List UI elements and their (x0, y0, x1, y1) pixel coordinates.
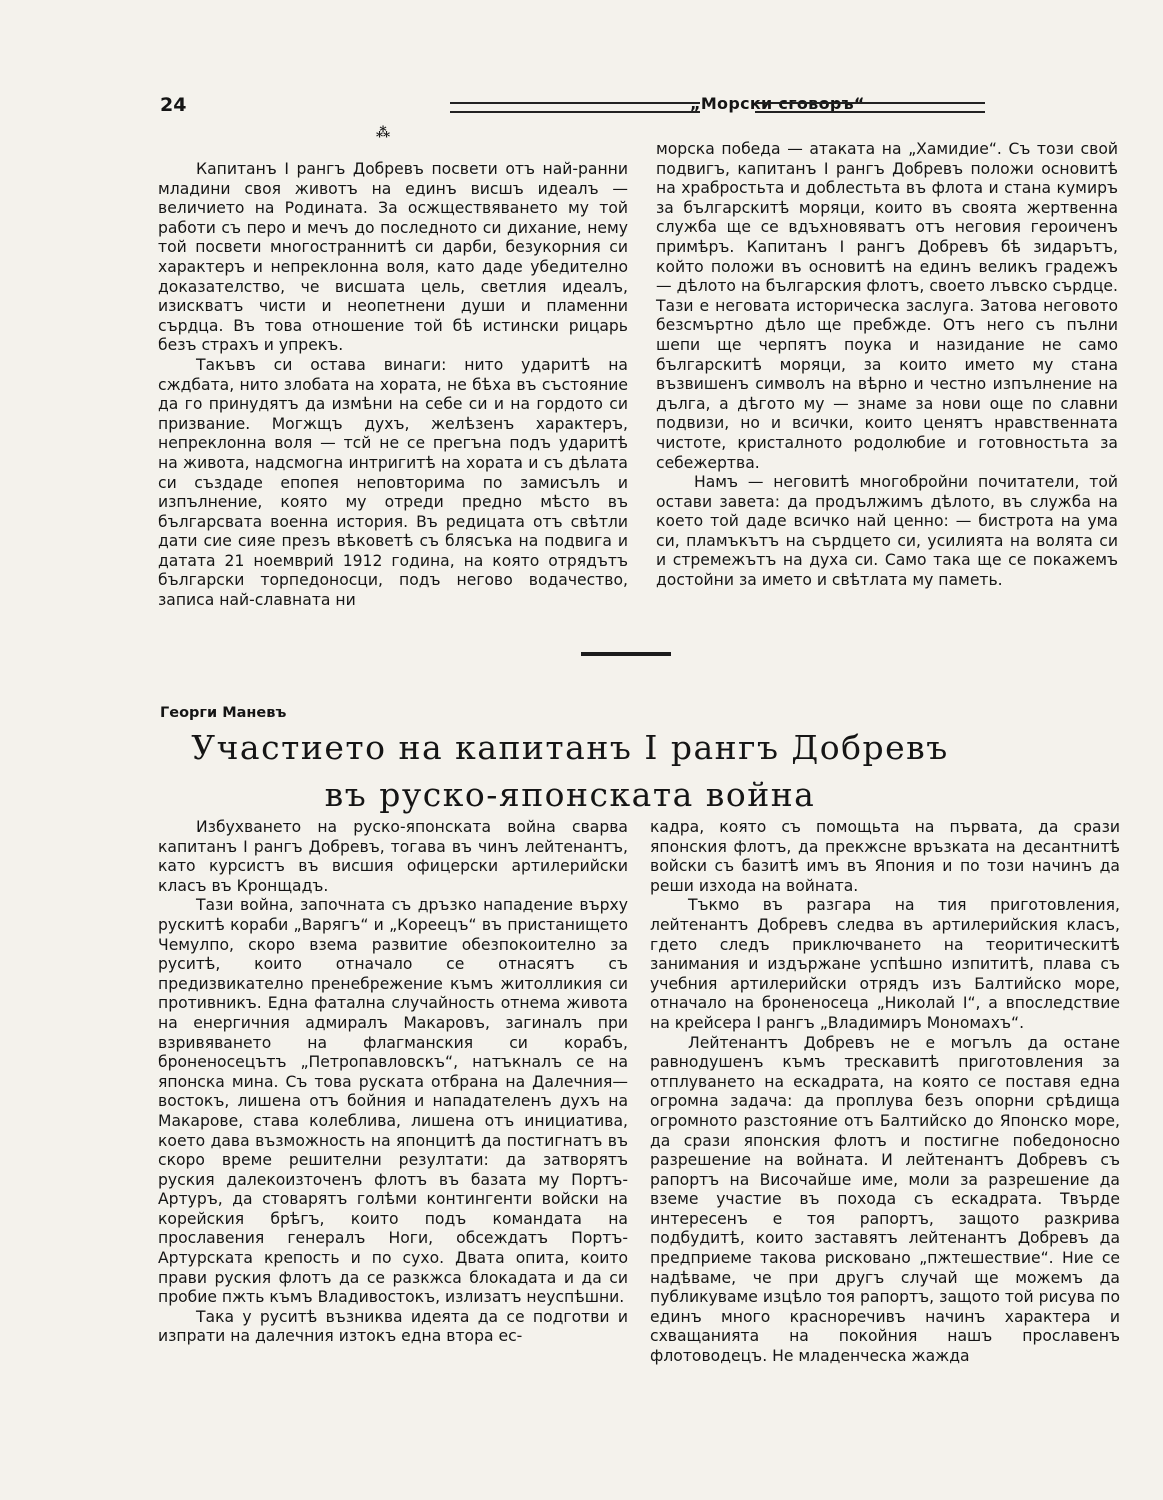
article-left-column (158, 818, 628, 1347)
paragraph: Избухването на руско-японската война сварва капитанъ I рангъ Добревъ, тогава въ чинъ лейтенантъ, като курсистъ въ висшия офицерски артилерийски класъ въ Кронщадъ. (158, 818, 628, 895)
article-title-line-2: въ руско-японската война (324, 775, 816, 814)
paragraph: Тъкмо въ разгара на тия приготовления, лейтенантъ Добревъ следва въ артилерийския класъ, гдето следъ приключването на теоритическитѣ занимания и издържане успѣшно изпититѣ, плава съ учебния артилерийски отрядъ изъ Балтийско море, отначало на броненосеца „Николай I“, а впоследствие на крейсера I рангъ „Владимиръ Мономахъ“. (650, 896, 1120, 1032)
paragraph: Лейтенантъ Добревъ не е могълъ да остане равнодушенъ къмъ трескавитѣ приготовления за отплуването на ескадрата, на която се поставя една огромна задача: да проплува безъ опорни срѣдища огромното разстояние отъ Балтийско до Японско море, да срази японския флотъ и постигне победоносно разрешение на войната. И лейтенантъ Добревъ съ рапортъ на Височайше име, моли за разрешение да вземе участие въ похода съ ескадрата. Твърде интересенъ е тоя рапортъ, защото разкрива подбудитѣ, които заставятъ лейтенантъ Добревъ да предприеме такова рисковано „пжтешествие“. Ние се надѣваме, че при другъ случай ще можемъ да публикуваме изцѣло тоя рапортъ, защото той рисува по единъ много красноречивъ начинъ характера и схващанията на покойния нашъ прославенъ флотоводецъ. Не младенческа жажда (650, 1033, 1120, 1366)
page-header (150, 90, 970, 120)
header-rule-right (755, 102, 985, 113)
section-separator (581, 652, 671, 656)
paragraph: Такъвъ си остава винаги: нито ударитѣ на сждбата, нито злобата на хората, не бѣха въ състояние да го принудятъ да измѣни на себе си и на гордото си призвание. Могжщъ духъ, желѣзенъ характеръ, непреклонна воля — тсй не се прегъна подъ ударитѣ на живота, надсмогна интригитѣ на хората и съ дѣлата си създаде епопея неповторима по замисълъ и изпълнение, която му отреди предно мѣсто въ българсвата военна история. Въ редицата отъ свѣтли дати сие сияе презъ вѣковетѣ съ блясъка на подвига и датата 21 ноемврий 1912 година, на която отрядътъ български торпедоносци, подъ негово водачество, записа най-славната ни (158, 355, 628, 610)
article-author: Георги Маневъ (160, 705, 287, 721)
paragraph: кадра, която съ помощьта на първата, да срази японския флотъ, да прекжсне връзката на десантнитѣ войски съ базитѣ имъ въ Япония и по този начинъ да реши изхода на войната. (650, 818, 1120, 895)
paragraph: Намъ — неговитѣ многобройни почитатели, той остави завета: да продължимъ дѣлото, въ служба на което той даде всичко най ценно: — бистрота на ума си, пламъкътъ на сърдцето си, усилията на волята си и стремежътъ на духа си. Само така ще се покажемъ достойни за името и свѣтлата му паметь. (656, 473, 1118, 590)
journal-title: „Морски сговоръ“ (690, 94, 865, 113)
page-number: 24 (160, 94, 187, 116)
paragraph: Капитанъ I рангъ Добревъ посвети отъ най-ранни младини своя животъ на единъ висшъ идеалъ — величието на Родината. За осжществяването му той работи съ перо и мечъ до последното си дихание, нему той посвети многостраннитѣ си дарби, безукорния си характеръ и непреклонна воля, като даде убедително доказателство, че висшата цель, светлия идеалъ, изискватъ чисти и неопетнени души и пламенни сърдца. Въ това отношение той бѣ истински рицарь безъ страхъ и упрекъ. (158, 160, 628, 355)
article-right-column (650, 818, 1120, 1367)
asterism-divider: ⁂ (375, 125, 391, 141)
paragraph: Тази война, започната съ дръзко нападение върху рускитѣ кораби „Варягъ“ и „Кореецъ“ въ пристанището Чемулпо, скоро взема развитие обезпокоително за руситѣ, които отначало се отнасятъ съ предизвикателно пренебрежение къмъ житолликия си противникъ. Една фатална случайность отнема живота на енергичния адмиралъ Макаровъ, загиналъ при взривяването на флагманския си корабъ, броненосецътъ „Петропавловскъ“, натъкналъ се на японска мина. Съ това руската отбрана на Далечния—востокъ, лишена отъ бойния и нападателенъ духъ на Макарове, става колеблива, лишена отъ инициатива, което дава възможность на японцитѣ да постигнатъ въ скоро време решителни резултати: да затворятъ руския далекоизточенъ флотъ въ базата му Портъ-Артуръ, да стоварятъ голѣми контингенти войски на корейския брѣгъ, които подъ командата на прославения генералъ Ноги, обсеждатъ Портъ-Артурската крепость и по сухо. Двата опита, които прави руския флотъ да се разкжса блокадата и да си пробие пжть къмъ Владивостокъ, излизатъ неуспѣшни. (158, 896, 628, 1307)
tribute-right-column (656, 140, 1118, 591)
paragraph: морска победа — атаката на „Хамидие“. Съ този свой подвигъ, капитанъ I рангъ Добревъ положи основитѣ на храбростьта и доблестьта въ флота и стана кумиръ за българскитѣ моряци, които въ своята жертвенна служба ще се вдъхновяватъ отъ неговия героиченъ примѣръ. Капитанъ I рангъ Добревъ бѣ зидарътъ, който положи въ основитѣ на единъ великъ градежъ — дѣлото на българския флотъ, своето лъвско сърдце. Тази е неговата историческа заслуга. Затова неговото безсмъртно дѣло ще пребжде. Отъ него съ пълни шепи ще черпятъ поука и назидание не само българскитѣ моряци, за които името му стана възвишенъ символъ на вѣрно и честно изпълнение на дълга, а дѣгото му — знаме за нови още по славни подвизи, но и всички, които ценятъ нравственната чистоте, кристалното родолюбие и готовностьта за себежертва. (656, 140, 1118, 472)
tribute-left-column (158, 160, 628, 611)
article-title-line-1: Участието на капитанъ I рангъ Добревъ (191, 728, 949, 767)
paragraph: Така у руситѣ възниква идеята да се подготви и изпрати на далечния изтокъ една втора ес- (158, 1307, 628, 1346)
header-rule-left (450, 102, 700, 113)
